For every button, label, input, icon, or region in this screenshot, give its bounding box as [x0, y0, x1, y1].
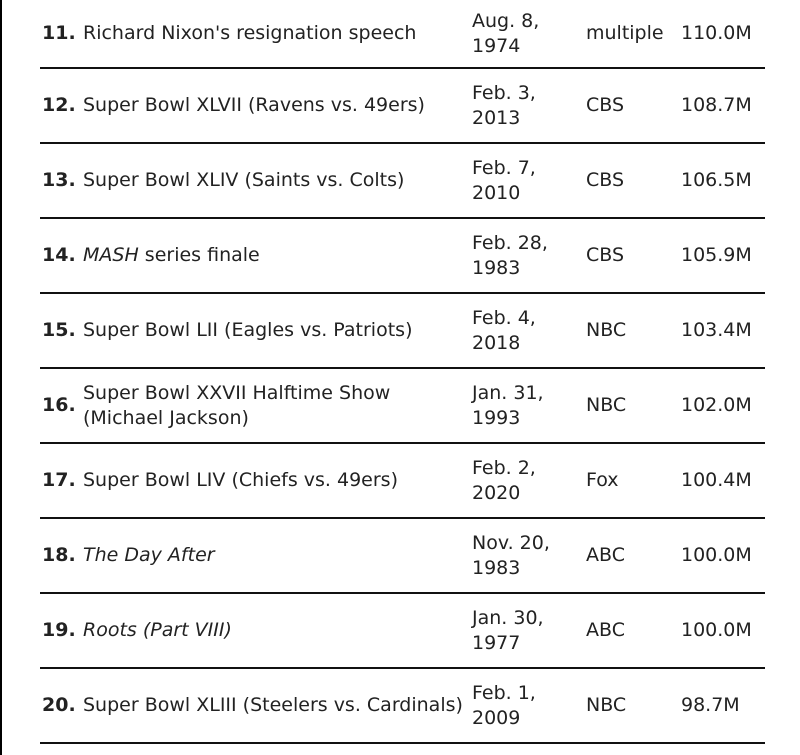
broadcast-title	[83, 219, 468, 292]
broadcast-title	[83, 69, 468, 142]
network-name: NBC	[586, 694, 627, 716]
viewer-count: 102.0M	[681, 394, 752, 416]
viewer-count: 103.4M	[681, 319, 752, 341]
title-text: Super Bowl LIV (Chiefs vs. 49ers)	[83, 469, 398, 491]
network-name: CBS	[586, 244, 625, 266]
network-name: ABC	[586, 619, 625, 641]
network-name: NBC	[586, 394, 627, 416]
broadcast-title	[83, 444, 468, 517]
rank-number: 19.	[42, 619, 76, 641]
air-date: Feb. 1, 2009	[472, 681, 536, 729]
ratings-table	[40, 0, 765, 744]
table-row	[40, 369, 765, 444]
network-name: ABC	[586, 544, 625, 566]
network-name: Fox	[586, 469, 619, 491]
network-name: NBC	[586, 319, 627, 341]
air-date: Feb. 28, 1983	[472, 231, 548, 279]
viewer-count: 110.0M	[681, 22, 752, 44]
title-italic-text: MASH	[83, 244, 139, 266]
rank-number: 20.	[42, 694, 76, 716]
network-name: multiple	[586, 22, 664, 44]
air-date: Aug. 8, 1974	[472, 9, 540, 57]
table-row	[40, 69, 765, 144]
viewer-count: 100.0M	[681, 619, 752, 641]
viewer-count: 100.4M	[681, 469, 752, 491]
table-row	[40, 444, 765, 519]
title-italic-text: Roots (Part VIII)	[83, 619, 232, 641]
title-suffix-text: series finale	[138, 244, 260, 266]
air-date: Feb. 2, 2020	[472, 456, 536, 504]
table-row	[40, 294, 765, 369]
rank-number: 14.	[42, 244, 76, 266]
viewer-count: 105.9M	[681, 244, 752, 266]
viewer-count: 108.7M	[681, 94, 752, 116]
table-row	[40, 0, 765, 69]
air-date: Nov. 20, 1983	[472, 531, 550, 579]
broadcast-title	[83, 144, 468, 217]
viewer-count: 106.5M	[681, 169, 752, 191]
viewer-count: 100.0M	[681, 544, 752, 566]
broadcast-title	[83, 669, 473, 742]
title-text: Super Bowl LII (Eagles vs. Patriots)	[83, 319, 413, 341]
rank-number: 15.	[42, 319, 76, 341]
broadcast-title	[83, 0, 468, 67]
network-name: CBS	[586, 169, 625, 191]
air-date: Jan. 30, 1977	[472, 606, 544, 654]
title-text: Richard Nixon's resignation speech	[83, 22, 417, 44]
title-italic-text: The Day After	[83, 544, 215, 566]
title-text: Super Bowl XLVII (Ravens vs. 49ers)	[83, 94, 425, 116]
air-date: Feb. 7, 2010	[472, 156, 536, 204]
rank-number: 16.	[42, 394, 76, 416]
rank-number: 17.	[42, 469, 76, 491]
rank-number: 12.	[42, 94, 76, 116]
title-text: Super Bowl XLIV (Saints vs. Colts)	[83, 169, 405, 191]
table-row	[40, 519, 765, 594]
rank-number: 18.	[42, 544, 76, 566]
air-date: Jan. 31, 1993	[472, 381, 544, 429]
title-text: Super Bowl XXVII Halftime Show (Michael Jackson)	[83, 381, 391, 429]
page-left-border	[0, 0, 2, 755]
broadcast-title	[83, 369, 468, 442]
broadcast-title	[83, 294, 468, 367]
rank-number: 13.	[42, 169, 76, 191]
network-name: CBS	[586, 94, 625, 116]
broadcast-title	[83, 594, 468, 667]
table-row	[40, 594, 765, 669]
title-text: Super Bowl XLIII (Steelers vs. Cardinals)	[83, 694, 463, 716]
broadcast-title	[83, 519, 468, 592]
table-row	[40, 669, 765, 744]
table-row	[40, 144, 765, 219]
air-date: Feb. 3, 2013	[472, 81, 536, 129]
table-row	[40, 219, 765, 294]
viewer-count: 98.7M	[681, 694, 740, 716]
rank-number: 11.	[42, 22, 76, 44]
air-date: Feb. 4, 2018	[472, 306, 536, 354]
